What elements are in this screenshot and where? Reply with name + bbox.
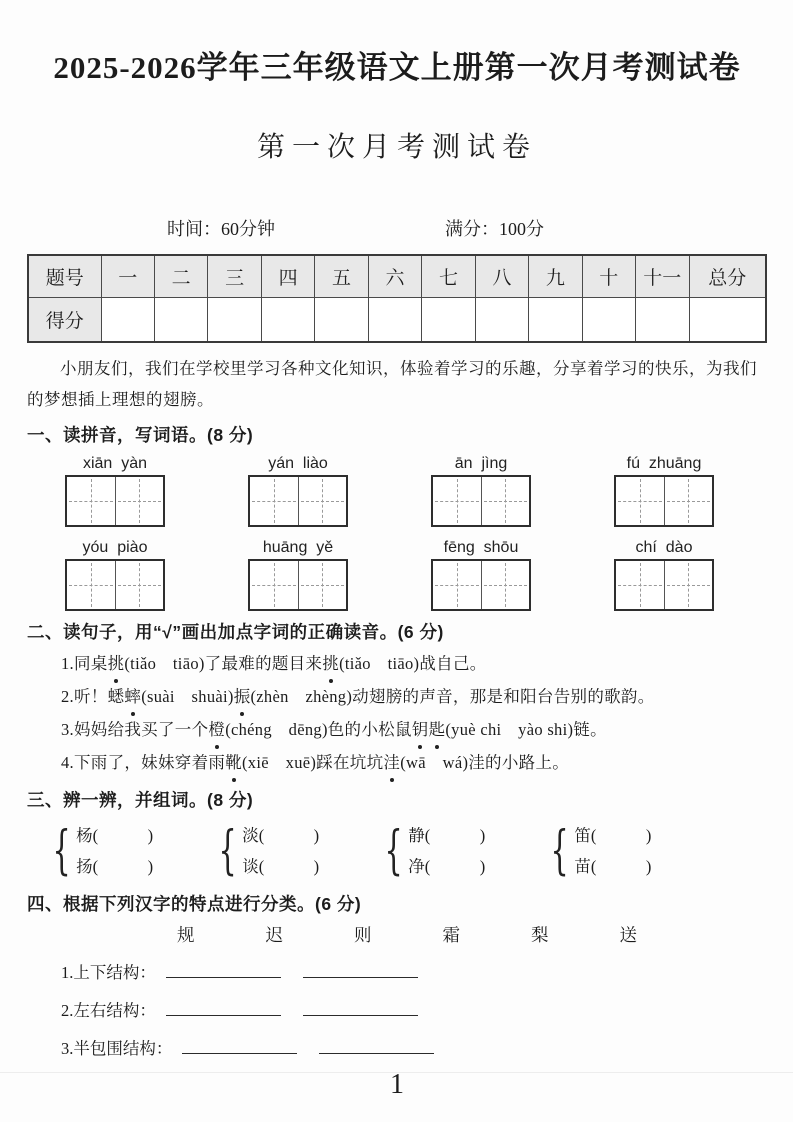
sentence-text: (yuè chi yào shi)链。 (445, 720, 607, 739)
writing-grid (614, 475, 714, 527)
score-table-header-cell: 三 (208, 255, 261, 297)
word-pair (45, 820, 153, 882)
word-pair (211, 820, 319, 882)
pinyin-label: yán liào (268, 455, 328, 472)
sentence-text: (wā wá)洼的小路上。 (400, 753, 570, 772)
classification-line-2 (27, 996, 767, 1025)
writing-cell (67, 477, 115, 525)
sentence-text: 2.听！蟋 (61, 687, 125, 706)
classify-character: 梨 (531, 925, 549, 945)
curly-brace-icon: { (218, 821, 237, 881)
pinyin-label: ān jìng (454, 455, 508, 472)
score-cell (154, 297, 207, 342)
score-table-header-cell: 六 (368, 255, 421, 297)
score-table-header-cell: 十一 (636, 255, 689, 297)
score-table-header-cell: 五 (315, 255, 368, 297)
curly-brace-icon: { (52, 821, 71, 881)
writing-grid (248, 475, 348, 527)
dotted-character: 蟀 (124, 680, 141, 713)
pinyin-label: yóu piào (82, 539, 148, 556)
pinyin-word-group (431, 537, 531, 611)
page-subtitle: 第一次月考测试卷 (256, 132, 537, 163)
pinyin-label: fēng shōu (443, 539, 519, 556)
writing-cell (481, 477, 530, 525)
answer-blank (166, 1000, 281, 1017)
page-number: 1 (390, 1069, 404, 1100)
pinyin-row-2 (27, 537, 767, 611)
sentence-text: (tiǎo tiāo)战自己。 (339, 654, 487, 673)
classify-character: 规 (177, 925, 195, 945)
score-table-header-cell: 题号 (28, 255, 101, 297)
writing-cell (664, 477, 713, 525)
dotted-character: 靴 (225, 746, 242, 779)
score-cell (368, 297, 421, 342)
writing-cell (115, 477, 164, 525)
exam-meta (27, 216, 767, 242)
pinyin-word-group (614, 453, 714, 527)
writing-grid (65, 559, 165, 611)
sentence-text: (chéng dēng)色的小松鼠 (225, 720, 412, 739)
dotted-character: 钥 (412, 713, 429, 746)
section-2-heading: 二、读句子，用“√”画出加点字词的正确读音。(6 分) (27, 622, 444, 642)
curly-brace-icon: { (550, 821, 569, 881)
sentence-text: (zhèn zhèng)动翅膀的声音，那是和阳台告别的歌韵。 (250, 687, 655, 706)
word-pair (543, 820, 651, 882)
sentence-text: 1.同桌 (61, 654, 108, 673)
writing-cell (481, 561, 530, 609)
word-pair (377, 820, 485, 882)
dotted-character: 挑 (322, 647, 339, 680)
question-item-3 (27, 713, 767, 746)
writing-grid (614, 559, 714, 611)
pinyin-word-group (614, 537, 714, 611)
classification-label: 2.左右结构： (61, 1001, 156, 1020)
pair-bottom-word: 苗( ) (574, 857, 652, 876)
section-1-heading: 一、读拼音，写词语。(8 分) (27, 425, 254, 445)
writing-cell (664, 561, 713, 609)
score-cell (689, 297, 766, 342)
classification-label: 3.半包围结构： (61, 1039, 173, 1058)
word-pair-row (27, 817, 767, 885)
score-cell (422, 297, 475, 342)
answer-blank (182, 1038, 297, 1055)
classification-line-1 (27, 958, 767, 987)
pinyin-label: fú zhuāng (626, 455, 702, 472)
writing-cell (250, 477, 298, 525)
sentence-text: (tiǎo tiāo)了最难的题目来 (124, 654, 323, 673)
writing-grid (431, 559, 531, 611)
classify-character: 霜 (442, 925, 460, 945)
sentence-text: 3.妈妈给我买了一个 (61, 720, 209, 739)
answer-blank (319, 1038, 434, 1055)
answer-blank (166, 962, 281, 979)
dotted-character: 匙 (429, 713, 446, 746)
pair-bottom-word: 谈( ) (242, 857, 320, 876)
score-table-header-cell: 二 (154, 255, 207, 297)
writing-grid (65, 475, 165, 527)
score-cell (636, 297, 689, 342)
writing-cell (115, 561, 164, 609)
pinyin-word-group (248, 537, 348, 611)
score-cell (261, 297, 314, 342)
pinyin-label: xiān yàn (82, 455, 148, 472)
score-table-header-cell: 九 (529, 255, 582, 297)
writing-grid (248, 559, 348, 611)
classification-label: 1.上下结构： (61, 963, 156, 982)
score-table-header-cell: 十 (582, 255, 635, 297)
score-table-header-row (28, 255, 766, 297)
full-score-label: 满分：100分 (445, 219, 544, 239)
question-item-1 (27, 647, 767, 680)
writing-cell (250, 561, 298, 609)
score-table-header-cell: 七 (422, 255, 475, 297)
classify-character: 则 (354, 925, 372, 945)
writing-grid (431, 475, 531, 527)
dotted-character: 橙 (208, 713, 225, 746)
pinyin-word-group (431, 453, 531, 527)
classify-character: 迟 (265, 925, 283, 945)
writing-cell (433, 561, 481, 609)
classify-character: 送 (619, 925, 637, 945)
pair-top-word: 杨( ) (76, 826, 154, 845)
sentence-text: (xiē xuē)踩在坑坑 (242, 753, 384, 772)
pinyin-word-group (248, 453, 348, 527)
pinyin-label: huāng yě (262, 539, 334, 556)
score-row-label: 得分 (28, 297, 101, 342)
dotted-character: 挑 (108, 647, 125, 680)
pair-top-word: 静( ) (408, 826, 486, 845)
writing-cell (298, 561, 347, 609)
dotted-character: 振 (234, 680, 251, 713)
question-item-2 (27, 680, 767, 713)
writing-cell (433, 477, 481, 525)
pinyin-word-group (65, 453, 165, 527)
score-cell (208, 297, 261, 342)
score-cell (582, 297, 635, 342)
sentence-text: 4.下雨了，妹妹穿着雨 (61, 753, 226, 772)
pair-top-word: 淡( ) (242, 826, 320, 845)
writing-cell (67, 561, 115, 609)
page-edge-line (0, 1072, 793, 1073)
section-4-heading: 四、根据下列汉字的特点进行分类。(6 分) (27, 894, 362, 914)
score-table-header-cell: 四 (261, 255, 314, 297)
sentence-text: (suài shuài) (141, 687, 234, 706)
pair-bottom-word: 净( ) (408, 857, 486, 876)
page-title: 2025-2026学年三年级语文上册第一次月考测试卷 (53, 50, 741, 85)
writing-cell (298, 477, 347, 525)
answer-blank (303, 962, 418, 979)
dotted-character: 洼 (383, 746, 400, 779)
score-cell (315, 297, 368, 342)
question-item-4 (27, 746, 767, 779)
pair-bottom-word: 扬( ) (76, 857, 154, 876)
pinyin-label: chí dào (635, 539, 693, 556)
score-table-score-row (28, 297, 766, 342)
pair-top-word: 笛( ) (574, 826, 652, 845)
score-cell (529, 297, 582, 342)
writing-cell (616, 561, 664, 609)
intro-paragraph: 小朋友们，我们在学校里学习各种文化知识，体验着学习的乐趣，分享着学习的快乐，为我们的梦想插上理想的翅膀。 (27, 359, 757, 409)
score-table-header-cell: 八 (475, 255, 528, 297)
character-list (27, 921, 767, 949)
score-cell (101, 297, 154, 342)
score-table-header-cell: 总分 (689, 255, 766, 297)
classification-line-3 (27, 1034, 767, 1063)
pinyin-word-group (65, 537, 165, 611)
section-3-heading: 三、辨一辨，并组词。(8 分) (27, 790, 254, 810)
score-cell (475, 297, 528, 342)
curly-brace-icon: { (384, 821, 403, 881)
score-table (27, 254, 767, 343)
score-table-header-cell: 一 (101, 255, 154, 297)
pinyin-row-1 (27, 453, 767, 527)
time-label: 时间：60分钟 (167, 219, 275, 239)
writing-cell (616, 477, 664, 525)
answer-blank (303, 1000, 418, 1017)
